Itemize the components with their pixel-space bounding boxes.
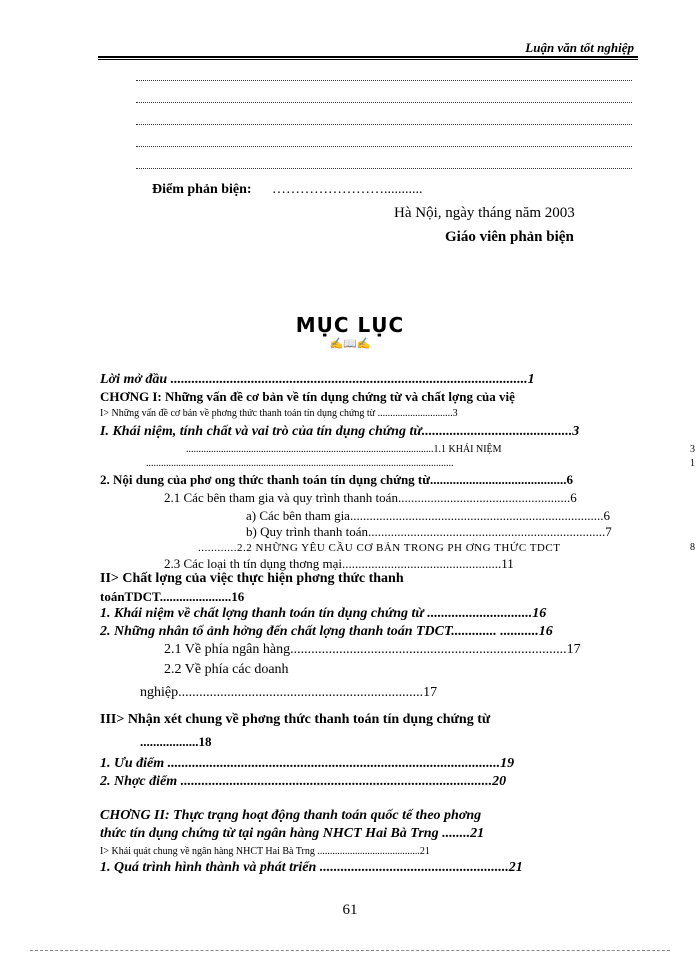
toc-line: 1. Ưu điểm ...............................................................................................19 — [100, 756, 515, 771]
date-line: Hà Nội, ngày tháng năm 2003 — [394, 205, 575, 221]
toc-line: 2. Nội dung của phơ ong thức thanh toán tín dụng chứng từ..........................................6 — [100, 472, 574, 487]
toc-chapter: CHƠNG I: Những vấn đề cơ bản về tín dụng chứng từ và chất lợng của việ — [100, 389, 515, 404]
dotted-line — [136, 80, 632, 81]
toc-line: I> Những vấn đề cơ bản về phơng thức thanh toán tín dụng chứng từ ..............................3 — [100, 408, 458, 419]
dotted-line — [136, 124, 632, 125]
toc-line: ............2.2 NHỮNG YÊU CẦU CƠ BẢN TRONG PH ƠNG THỨC TDCT — [198, 542, 561, 554]
toc-line: 1. Quá trình hình thành và phát triển ......................................................21 — [100, 860, 523, 875]
toc-title: MỤC LỤC — [295, 313, 405, 337]
dotted-line — [136, 146, 632, 147]
dotted-line — [136, 102, 632, 103]
toc-line: 2.3 Các loại th tín dụng thơng mại.................................................11 — [164, 556, 514, 571]
toc-page: 3 — [690, 444, 695, 455]
toc-line: 2.1 Các bên tham gia và quy trình thanh toán.....................................................6 — [164, 490, 577, 505]
dotted-line — [136, 168, 632, 169]
toc-chapter: thức tín dụng chứng từ tại ngân hàng NHCT Hai Bà Trng ........21 — [100, 826, 485, 841]
score-blank: ……………………........... — [272, 182, 423, 197]
toc-line: I. Khái niệm, tính chất và vai trò của tín dụng chứng từ...........................................3 — [100, 424, 580, 439]
toc-line: toánTDCT......................16 — [100, 589, 245, 604]
toc-page: 8 — [690, 542, 695, 553]
toc-section: II> Chất lợng của việc thực hiện phơng thức thanh — [100, 571, 404, 586]
toc-line: b) Quy trình thanh toán.........................................................................7 — [246, 524, 612, 539]
toc-line: I> Khái quát chung về ngân hàng NHCT Hai Bà Trng .........................................21 — [100, 846, 430, 857]
toc-chapter: CHƠNG II: Thực trạng hoạt động thanh toán quốc tế theo phơng — [100, 808, 482, 823]
toc-page: 1 — [690, 458, 695, 469]
page-number: 61 — [342, 902, 358, 918]
toc-line: a) Các bên tham gia..............................................................................6 — [246, 508, 610, 523]
book-ornament-icon: ✍📖✍ — [329, 338, 371, 350]
toc-line: 2.1 Về phía ngân hàng...............................................................................17 — [164, 642, 581, 657]
score-label: Điểm phản biện: — [152, 182, 252, 197]
footer-rule — [30, 950, 670, 951]
signer-title: Giáo viên phản biện — [445, 229, 574, 245]
header-rule — [98, 56, 638, 58]
toc-line: ........................................................................................................................... — [146, 458, 454, 469]
toc-line: 1. Khái niệm về chất lợng thanh toán tín dụng chứng từ ..............................16 — [100, 606, 547, 621]
toc-line: Lời mở đầu ......................................................................................................1 — [100, 372, 535, 387]
toc-line: 2. Những nhân tố ảnh hởng đến chất lợng thanh toán TDCT............. ...........16 — [100, 624, 553, 639]
toc-line: nghiệp......................................................................17 — [140, 685, 438, 700]
header-rule-thin — [98, 59, 638, 60]
toc-line: 2.2 Về phía các doanh — [164, 662, 289, 677]
toc-line: ..................18 — [140, 734, 212, 749]
toc-section: III> Nhận xét chung về phơng thức thanh toán tín dụng chứng từ — [100, 712, 491, 727]
running-title: Luận văn tốt nghiệp — [525, 40, 634, 55]
toc-line: ...................................................................................................1.1 KHÁI NIỆM — [186, 444, 502, 455]
toc-line: 2. Nhợc điểm .........................................................................................20 — [100, 774, 507, 789]
